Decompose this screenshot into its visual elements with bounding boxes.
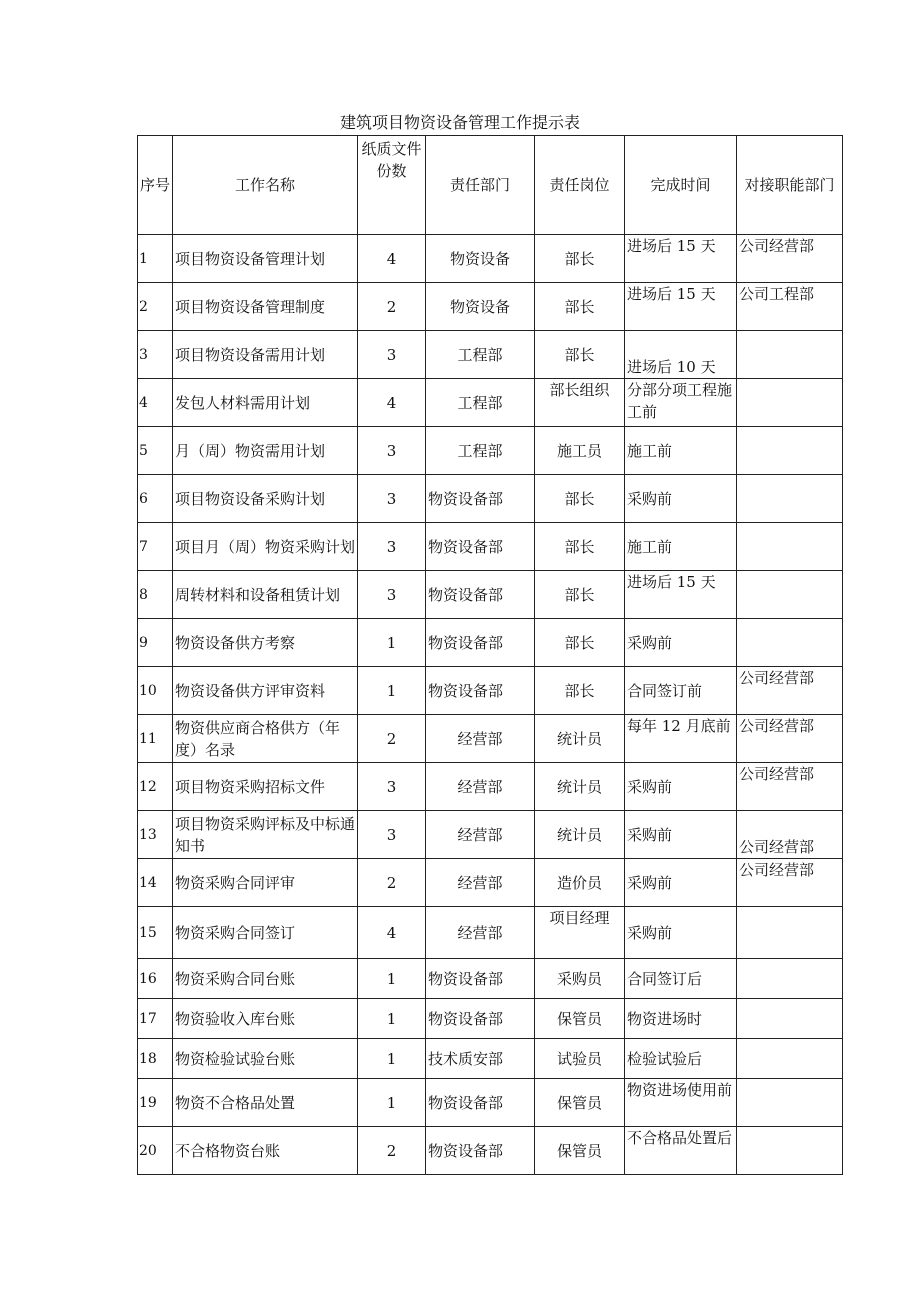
cell-name: 项目物资设备需用计划 xyxy=(173,331,358,379)
cell-num: 7 xyxy=(138,523,173,571)
cell-name: 项目物资采购评标及中标通知书 xyxy=(173,811,358,859)
cell-time: 进场后 15 天 xyxy=(625,235,737,283)
cell-num: 17 xyxy=(138,999,173,1039)
cell-copies: 2 xyxy=(358,859,426,907)
cell-time: 分部分项工程施工前 xyxy=(625,379,737,427)
table-row xyxy=(138,331,843,379)
table-row xyxy=(138,475,843,523)
cell-time: 检验试验后 xyxy=(625,1039,737,1079)
table-row xyxy=(138,571,843,619)
table-row xyxy=(138,667,843,715)
cell-department: 物资设备 xyxy=(426,283,535,331)
cell-position: 部长 xyxy=(535,331,625,379)
cell-position: 部长 xyxy=(535,667,625,715)
cell-name: 物资检验试验台账 xyxy=(173,1039,358,1079)
cell-time: 物资进场时 xyxy=(625,999,737,1039)
cell-department: 物资设备部 xyxy=(426,667,535,715)
cell-time: 合同签订后 xyxy=(625,959,737,999)
cell-liaison xyxy=(737,959,843,999)
cell-time: 每年 12 月底前 xyxy=(625,715,737,763)
cell-department: 物资设备部 xyxy=(426,619,535,667)
cell-num: 18 xyxy=(138,1039,173,1079)
cell-num: 15 xyxy=(138,907,173,959)
cell-name: 物资验收入库台账 xyxy=(173,999,358,1039)
cell-num: 2 xyxy=(138,283,173,331)
table-row xyxy=(138,907,843,959)
cell-department: 经营部 xyxy=(426,763,535,811)
cell-time: 进场后 15 天 xyxy=(625,283,737,331)
table-body xyxy=(138,235,843,1175)
table-row xyxy=(138,811,843,859)
cell-time: 施工前 xyxy=(625,523,737,571)
cell-name: 项目物资设备管理计划 xyxy=(173,235,358,283)
cell-time: 采购前 xyxy=(625,619,737,667)
cell-liaison xyxy=(737,427,843,475)
cell-copies: 1 xyxy=(358,1039,426,1079)
table-row xyxy=(138,379,843,427)
cell-copies: 4 xyxy=(358,235,426,283)
cell-department: 物资设备部 xyxy=(426,571,535,619)
cell-position: 采购员 xyxy=(535,959,625,999)
table-row xyxy=(138,427,843,475)
table-row xyxy=(138,523,843,571)
cell-department: 经营部 xyxy=(426,715,535,763)
cell-department: 经营部 xyxy=(426,859,535,907)
cell-liaison xyxy=(737,1039,843,1079)
cell-liaison xyxy=(737,523,843,571)
cell-department: 物资设备 xyxy=(426,235,535,283)
table-row xyxy=(138,1079,843,1127)
cell-name: 物资采购合同评审 xyxy=(173,859,358,907)
cell-time: 采购前 xyxy=(625,475,737,523)
cell-position: 部长 xyxy=(535,571,625,619)
cell-copies: 3 xyxy=(358,763,426,811)
cell-time: 采购前 xyxy=(625,811,737,859)
cell-liaison: 公司经营部 xyxy=(737,715,843,763)
cell-name: 物资设备供方考察 xyxy=(173,619,358,667)
cell-num: 12 xyxy=(138,763,173,811)
header-name: 工作名称 xyxy=(173,136,358,235)
cell-liaison xyxy=(737,1127,843,1175)
cell-department: 技术质安部 xyxy=(426,1039,535,1079)
cell-copies: 1 xyxy=(358,619,426,667)
cell-time: 采购前 xyxy=(625,859,737,907)
cell-num: 13 xyxy=(138,811,173,859)
cell-num: 11 xyxy=(138,715,173,763)
cell-position: 统计员 xyxy=(535,763,625,811)
cell-liaison xyxy=(737,571,843,619)
cell-position: 部长组织 xyxy=(535,379,625,427)
cell-time: 采购前 xyxy=(625,907,737,959)
cell-copies: 1 xyxy=(358,667,426,715)
cell-position: 保管员 xyxy=(535,1127,625,1175)
header-copies: 纸质文件份数 xyxy=(358,136,426,235)
table-row xyxy=(138,763,843,811)
cell-num: 6 xyxy=(138,475,173,523)
cell-liaison xyxy=(737,331,843,379)
cell-num: 20 xyxy=(138,1127,173,1175)
cell-liaison xyxy=(737,379,843,427)
cell-name: 物资供应商合格供方（年度）名录 xyxy=(173,715,358,763)
cell-name: 项目物资设备管理制度 xyxy=(173,283,358,331)
table-row xyxy=(138,1127,843,1175)
table-row xyxy=(138,999,843,1039)
cell-num: 14 xyxy=(138,859,173,907)
cell-num: 16 xyxy=(138,959,173,999)
page-title: 建筑项目物资设备管理工作提示表 xyxy=(339,113,580,132)
header-position: 责任岗位 xyxy=(535,136,625,235)
cell-liaison xyxy=(737,619,843,667)
table-row xyxy=(138,715,843,763)
cell-time: 施工前 xyxy=(625,427,737,475)
table-row xyxy=(138,859,843,907)
table-row xyxy=(138,235,843,283)
cell-department: 工程部 xyxy=(426,427,535,475)
cell-liaison: 公司工程部 xyxy=(737,283,843,331)
table-row xyxy=(138,959,843,999)
table-row xyxy=(138,619,843,667)
cell-position: 统计员 xyxy=(535,715,625,763)
cell-copies: 3 xyxy=(358,427,426,475)
cell-name: 不合格物资台账 xyxy=(173,1127,358,1175)
cell-department: 物资设备部 xyxy=(426,999,535,1039)
cell-name: 项目物资采购招标文件 xyxy=(173,763,358,811)
cell-liaison: 公司经营部 xyxy=(737,763,843,811)
table-row xyxy=(138,283,843,331)
cell-copies: 3 xyxy=(358,571,426,619)
cell-liaison xyxy=(737,475,843,523)
cell-name: 物资设备供方评审资料 xyxy=(173,667,358,715)
cell-num: 1 xyxy=(138,235,173,283)
cell-position: 部长 xyxy=(535,619,625,667)
cell-name: 项目月（周）物资采购计划 xyxy=(173,523,358,571)
cell-name: 月（周）物资需用计划 xyxy=(173,427,358,475)
cell-num: 8 xyxy=(138,571,173,619)
cell-liaison: 公司经营部 xyxy=(737,811,843,859)
cell-department: 物资设备部 xyxy=(426,523,535,571)
cell-name: 发包人材料需用计划 xyxy=(173,379,358,427)
cell-liaison xyxy=(737,1079,843,1127)
cell-department: 物资设备部 xyxy=(426,475,535,523)
cell-num: 5 xyxy=(138,427,173,475)
header-department: 责任部门 xyxy=(426,136,535,235)
cell-position: 造价员 xyxy=(535,859,625,907)
cell-copies: 4 xyxy=(358,907,426,959)
cell-num: 4 xyxy=(138,379,173,427)
work-reminder-table xyxy=(137,135,843,1175)
cell-position: 部长 xyxy=(535,235,625,283)
cell-name: 物资采购合同台账 xyxy=(173,959,358,999)
cell-copies: 2 xyxy=(358,283,426,331)
cell-time: 采购前 xyxy=(625,763,737,811)
cell-name: 物资不合格品处置 xyxy=(173,1079,358,1127)
header-num: 序号 xyxy=(138,136,173,235)
cell-time: 不合格品处置后 xyxy=(625,1127,737,1175)
cell-liaison: 公司经营部 xyxy=(737,667,843,715)
cell-liaison: 公司经营部 xyxy=(737,235,843,283)
cell-copies: 3 xyxy=(358,331,426,379)
cell-position: 部长 xyxy=(535,523,625,571)
cell-liaison: 公司经营部 xyxy=(737,859,843,907)
cell-name: 物资采购合同签订 xyxy=(173,907,358,959)
cell-liaison xyxy=(737,907,843,959)
cell-copies: 1 xyxy=(358,959,426,999)
cell-time: 物资进场使用前 xyxy=(625,1079,737,1127)
cell-position: 试验员 xyxy=(535,1039,625,1079)
cell-department: 物资设备部 xyxy=(426,959,535,999)
cell-time: 进场后 10 天 xyxy=(625,331,737,379)
cell-position: 部长 xyxy=(535,283,625,331)
cell-copies: 1 xyxy=(358,1079,426,1127)
cell-department: 经营部 xyxy=(426,907,535,959)
cell-name: 项目物资设备采购计划 xyxy=(173,475,358,523)
cell-position: 项目经理 xyxy=(535,907,625,959)
cell-position: 统计员 xyxy=(535,811,625,859)
cell-copies: 3 xyxy=(358,523,426,571)
header-liaison: 对接职能部门 xyxy=(737,136,843,235)
cell-time: 合同签订前 xyxy=(625,667,737,715)
table-header-row xyxy=(138,136,843,235)
cell-copies: 2 xyxy=(358,1127,426,1175)
cell-num: 9 xyxy=(138,619,173,667)
cell-department: 经营部 xyxy=(426,811,535,859)
cell-liaison xyxy=(737,999,843,1039)
cell-copies: 3 xyxy=(358,811,426,859)
cell-department: 工程部 xyxy=(426,379,535,427)
cell-copies: 1 xyxy=(358,999,426,1039)
cell-num: 10 xyxy=(138,667,173,715)
cell-num: 3 xyxy=(138,331,173,379)
header-time: 完成时间 xyxy=(625,136,737,235)
cell-time: 进场后 15 天 xyxy=(625,571,737,619)
cell-copies: 3 xyxy=(358,475,426,523)
cell-position: 保管员 xyxy=(535,1079,625,1127)
cell-position: 部长 xyxy=(535,475,625,523)
cell-department: 工程部 xyxy=(426,331,535,379)
cell-copies: 2 xyxy=(358,715,426,763)
cell-position: 保管员 xyxy=(535,999,625,1039)
cell-copies: 4 xyxy=(358,379,426,427)
cell-department: 物资设备部 xyxy=(426,1079,535,1127)
cell-num: 19 xyxy=(138,1079,173,1127)
table-row xyxy=(138,1039,843,1079)
cell-position: 施工员 xyxy=(535,427,625,475)
cell-name: 周转材料和设备租赁计划 xyxy=(173,571,358,619)
cell-department: 物资设备部 xyxy=(426,1127,535,1175)
